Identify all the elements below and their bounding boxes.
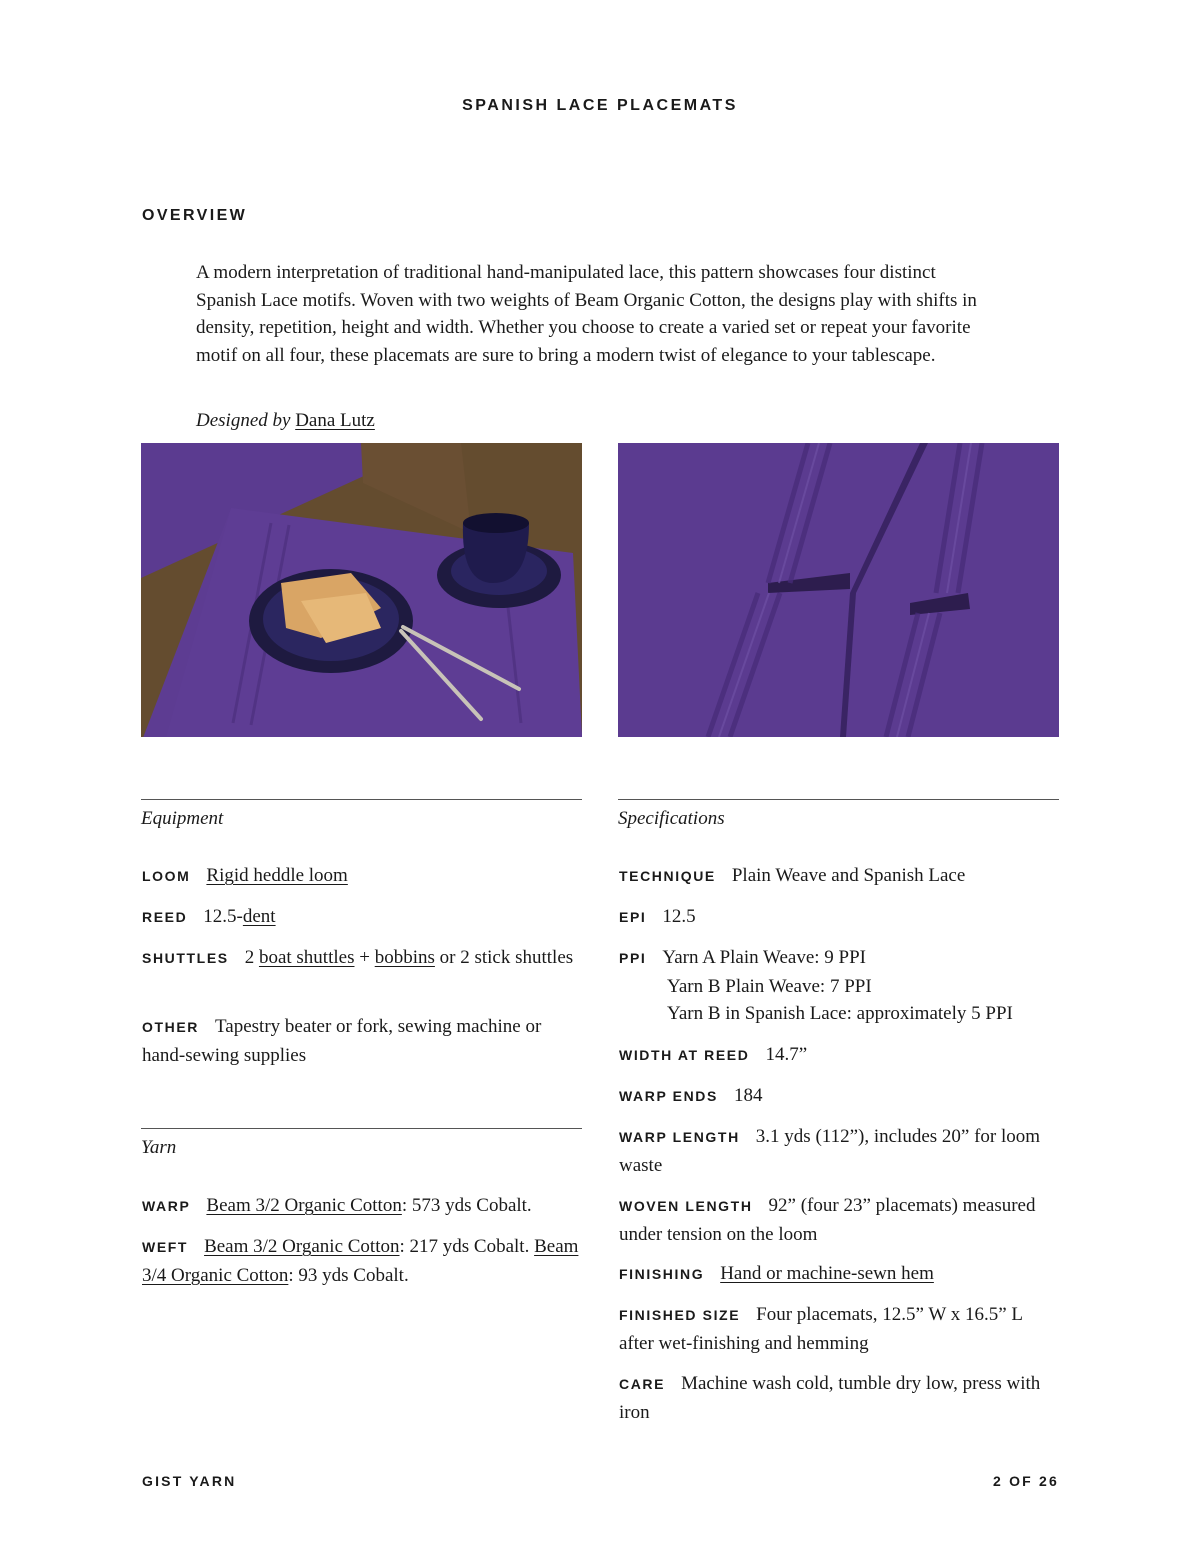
reed-label: REED	[142, 909, 188, 925]
warp-value: : 573 yds Cobalt.	[401, 1195, 532, 1216]
warp-label: WARP	[142, 1198, 191, 1214]
spec-width-at-reed	[619, 1041, 1059, 1070]
footer-brand: GIST YARN	[142, 1473, 237, 1489]
designer-link[interactable]: Dana Lutz	[295, 410, 375, 431]
shuttles-count: 2	[244, 947, 255, 968]
equipment-loom	[142, 862, 582, 891]
care-value: Machine wash cold, tumble dry low, press with iron	[619, 1373, 1041, 1423]
finishing-link[interactable]: Hand or machine-sewn hem	[720, 1263, 934, 1284]
finished-size-label: FINISHED SIZE	[619, 1307, 741, 1323]
bobbins-link[interactable]: bobbins	[374, 947, 435, 968]
shuttles-suffix: or 2 stick shuttles	[439, 947, 574, 968]
epi-label: EPI	[619, 909, 647, 925]
ppi-label: PPI	[619, 950, 647, 966]
photo-placemats-closeup	[618, 443, 1059, 737]
width-at-reed-value: 14.7”	[765, 1044, 808, 1065]
woven-length-label: WOVEN LENGTH	[619, 1198, 753, 1214]
equipment-reed	[142, 903, 582, 932]
designed-by	[196, 410, 375, 432]
woven-length-value: 92” (four 23” placemats) measured under tension on the loom	[619, 1195, 1036, 1245]
boat-shuttles-link[interactable]: boat shuttles	[258, 947, 355, 968]
spec-epi	[619, 903, 1059, 932]
placemat-closeup-photo	[618, 443, 1059, 737]
reed-value: 12.5-	[203, 906, 243, 927]
other-value: Tapestry beater or fork, sewing machine or hand-sewing supplies	[142, 1016, 542, 1066]
spec-warp-ends	[619, 1082, 1059, 1111]
spec-finished-size	[619, 1301, 1059, 1357]
warp-length-value: 3.1 yds (112”), includes 20” for loom waste	[619, 1126, 1041, 1176]
overview-text: A modern interpretation of traditional hand-manipulated lace, this pattern showcases four distinct Spanish Lace motifs. Woven with two weights of Beam Organic Cotton, the designs play with shifts in density, repetition, height and width. Whether you choose to create a varied set or repeat your favorite motif on all four, these placemats are sure to bring a modern twist of elegance to your tablescape.	[196, 262, 977, 366]
ppi-line-1: Yarn A Plain Weave: 9 PPI	[662, 947, 866, 968]
weft-yarn-link-2[interactable]: Beam 3/4 Organic Cotton	[142, 1236, 579, 1286]
page-title: SPANISH LACE PLACEMATS	[462, 97, 738, 114]
overview-heading: OVERVIEW	[142, 207, 248, 224]
dent-link[interactable]: dent	[242, 906, 276, 927]
spec-care	[619, 1370, 1059, 1426]
spec-woven-length	[619, 1192, 1059, 1248]
footer-page-number: 2 OF 26	[993, 1473, 1059, 1489]
specifications-title: Specifications	[618, 808, 725, 829]
shuttles-label: SHUTTLES	[142, 950, 229, 966]
finished-size-value: Four placemats, 12.5” W x 16.5” L after wet-finishing and hemming	[619, 1304, 1023, 1354]
shuttles-plus: +	[359, 947, 370, 968]
yarn-rule	[141, 1128, 582, 1129]
yarn-weft	[142, 1233, 582, 1289]
weft-yarn-link-1[interactable]: Beam 3/2 Organic Cotton	[204, 1236, 400, 1257]
spec-warp-length	[619, 1123, 1059, 1179]
photo-placemat-table-setting	[141, 443, 582, 737]
warp-length-label: WARP LENGTH	[619, 1129, 740, 1145]
equipment-shuttles	[142, 944, 582, 973]
spec-ppi	[619, 944, 1059, 1028]
ppi-line-3: Yarn B in Spanish Lace: approximately 5 PPI	[667, 1003, 1013, 1024]
other-label: OTHER	[142, 1019, 199, 1035]
weft-value-1: : 217 yds Cobalt.	[399, 1236, 530, 1257]
loom-label: LOOM	[142, 868, 191, 884]
width-at-reed-label: WIDTH AT REED	[619, 1047, 750, 1063]
finishing-label: FINISHING	[619, 1266, 705, 1282]
equipment-other	[142, 1013, 582, 1069]
spec-finishing	[619, 1260, 1059, 1289]
care-label: CARE	[619, 1376, 666, 1392]
ppi-line-2: Yarn B Plain Weave: 7 PPI	[667, 975, 872, 997]
designed-by-label: Designed by	[196, 410, 291, 431]
specifications-rule	[618, 799, 1059, 800]
spec-technique	[619, 862, 1059, 891]
yarn-warp	[142, 1192, 582, 1221]
yarn-title: Yarn	[141, 1137, 177, 1158]
weft-value-2: : 93 yds Cobalt.	[288, 1264, 409, 1286]
technique-value: Plain Weave and Spanish Lace	[731, 865, 966, 886]
warp-yarn-link[interactable]: Beam 3/2 Organic Cotton	[206, 1195, 402, 1216]
placemat-table-photo	[141, 443, 582, 737]
equipment-rule	[141, 799, 582, 800]
epi-value: 12.5	[662, 906, 696, 927]
warp-ends-label: WARP ENDS	[619, 1088, 718, 1104]
warp-ends-value: 184	[733, 1085, 763, 1106]
loom-link[interactable]: Rigid heddle loom	[206, 865, 348, 886]
technique-label: TECHNIQUE	[619, 868, 716, 884]
weft-label: WEFT	[142, 1239, 189, 1255]
equipment-title: Equipment	[141, 808, 224, 829]
